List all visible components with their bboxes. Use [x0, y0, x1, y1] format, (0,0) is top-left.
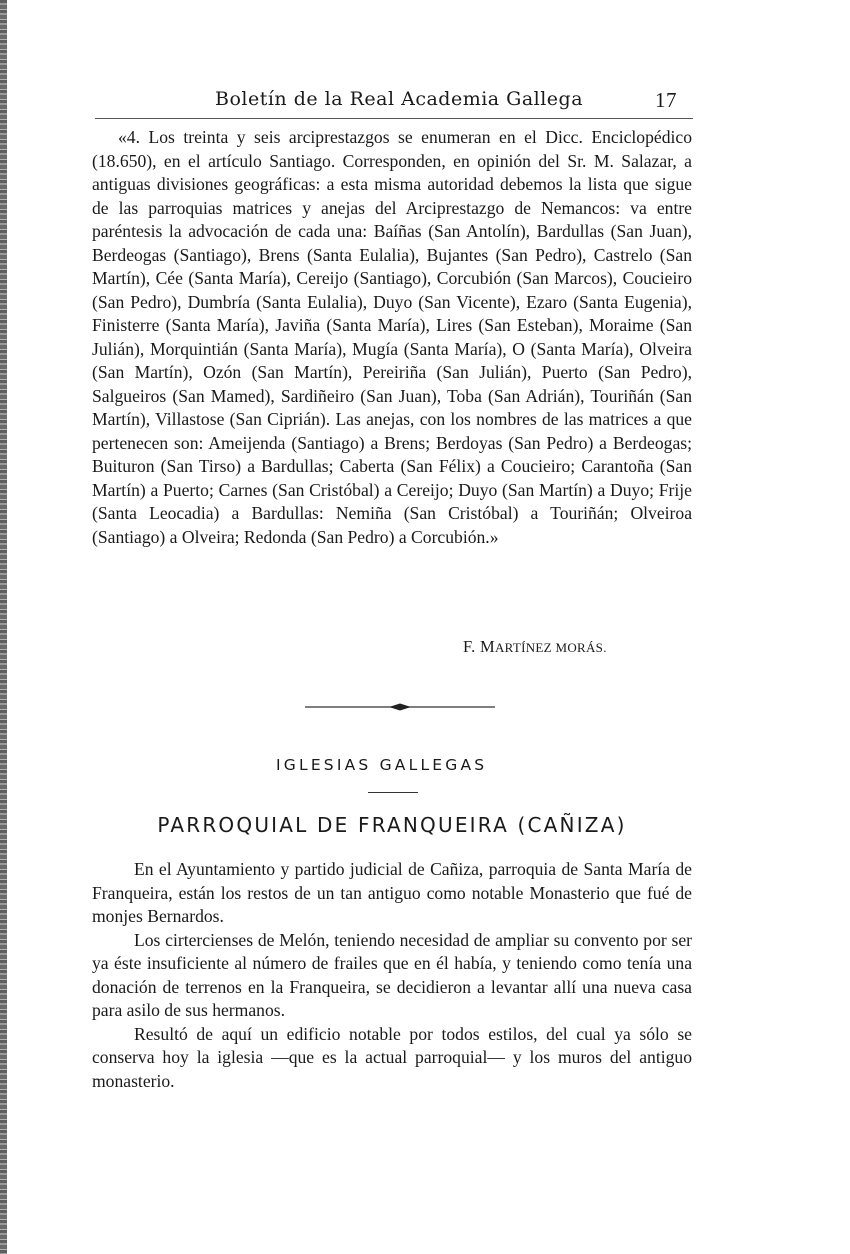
author-signature: [463, 637, 607, 657]
article-title: PARROQUIAL DE FRANQUEIRA (CAÑIZA): [157, 813, 627, 837]
page-number: 17: [655, 88, 677, 112]
journal-title: Boletín de la Real Academia Gallega: [215, 88, 584, 110]
signature-smallcaps-1: ARTÍNEZ M: [494, 640, 568, 655]
section-rule: [368, 792, 418, 793]
quoted-paragraph-block: [92, 126, 692, 549]
article-body: [92, 858, 692, 1093]
section-label: IGLESIAS GALLEGAS: [276, 756, 488, 774]
running-header: [215, 88, 685, 116]
ornament-divider: [305, 702, 495, 712]
scan-binding-edge: [0, 0, 7, 1254]
body-paragraph-1: En el Ayuntamiento y partido judicial de Cañiza, parroquia de Santa María de Franqueira, están los restos de un tan antiguo como notable Monasterio que fué de monjes Bernardos.: [92, 859, 692, 926]
quoted-paragraph: «4. Los treinta y seis arciprestazgos se enumeran en el Dicc. Enciclopédico (18.650), en el artículo Santiago. Corresponden, en opinión del Sr. M. Salazar, a antiguas divisiones geográficas: a esta misma autoridad debemos la lista que sigue de las parroquias matrices y anejas del Arciprestazgo de Nemancos: va entre paréntesis la advocación de cada una: Baíñas (San Antolín), Bardullas (San Juan), Berdeogas (Santiago), Brens (Santa Eulalia), Bujantes (San Pedro), Castrelo (San Martín), Cée (Santa María), Cereijo (Santiago), Corcubión (San Marcos), Coucieiro (San Pedro), Dumbría (Santa Eulalia), Duyo (San Vicente), Ezaro (Santa Eugenia), Finisterre (Santa María), Javiña (Santa María), Lires (San Esteban), Moraime (San Julián), Morquintián (Santa María), Mugía (Santa María), O (Santa María), Olveira (San Martín), Ozón (San Martín), Pereiriña (San Julián), Puerto (San Pedro), Salgueiros (San Mamed), Sardiñeiro (San Juan), Toba (San Adrián), Touriñán (San Martín), Villastose (San Ciprián). Las anejas, con los nombres de las matrices a que pertenecen son: Ameijenda (Santiago) a Brens; Berdoyas (San Pedro) a Berdeogas; Buituron (San Tirso) a Bardullas; Caberta (San Félix) a Coucieiro; Carantoña (San Martín) a Puerto; Carnes (San Cristóbal) a Cereijo; Duyo (San Martín) a Duyo; Frije (Santa Leocadia) a Bardullas: Nemiña (San Cristóbal) a Touriñán; Olveiroa (Santiago) a Olveira; Redonda (San Pedro) a Corcubión.»: [92, 127, 692, 547]
body-paragraph-2: Los cirtercienses de Melón, teniendo necesidad de ampliar su convento por ser ya éste insuficiente al número de frailes que en él había, y teniendo como tenía una donación de terrenos en la Franqueira, se decidieron a levantar allí una nueva casa para asilo de sus hermanos.: [92, 929, 692, 1020]
header-rule: [95, 118, 693, 119]
signature-initial: F. M: [463, 637, 495, 656]
signature-smallcaps-2: ORÁS.: [567, 640, 607, 655]
body-paragraph-3: Resultó de aquí un edificio notable por todos estilos, del cual ya sólo se conserva hoy la iglesia —que es la actual parroquial— y los muros del antiguo monasterio.: [92, 1023, 692, 1091]
